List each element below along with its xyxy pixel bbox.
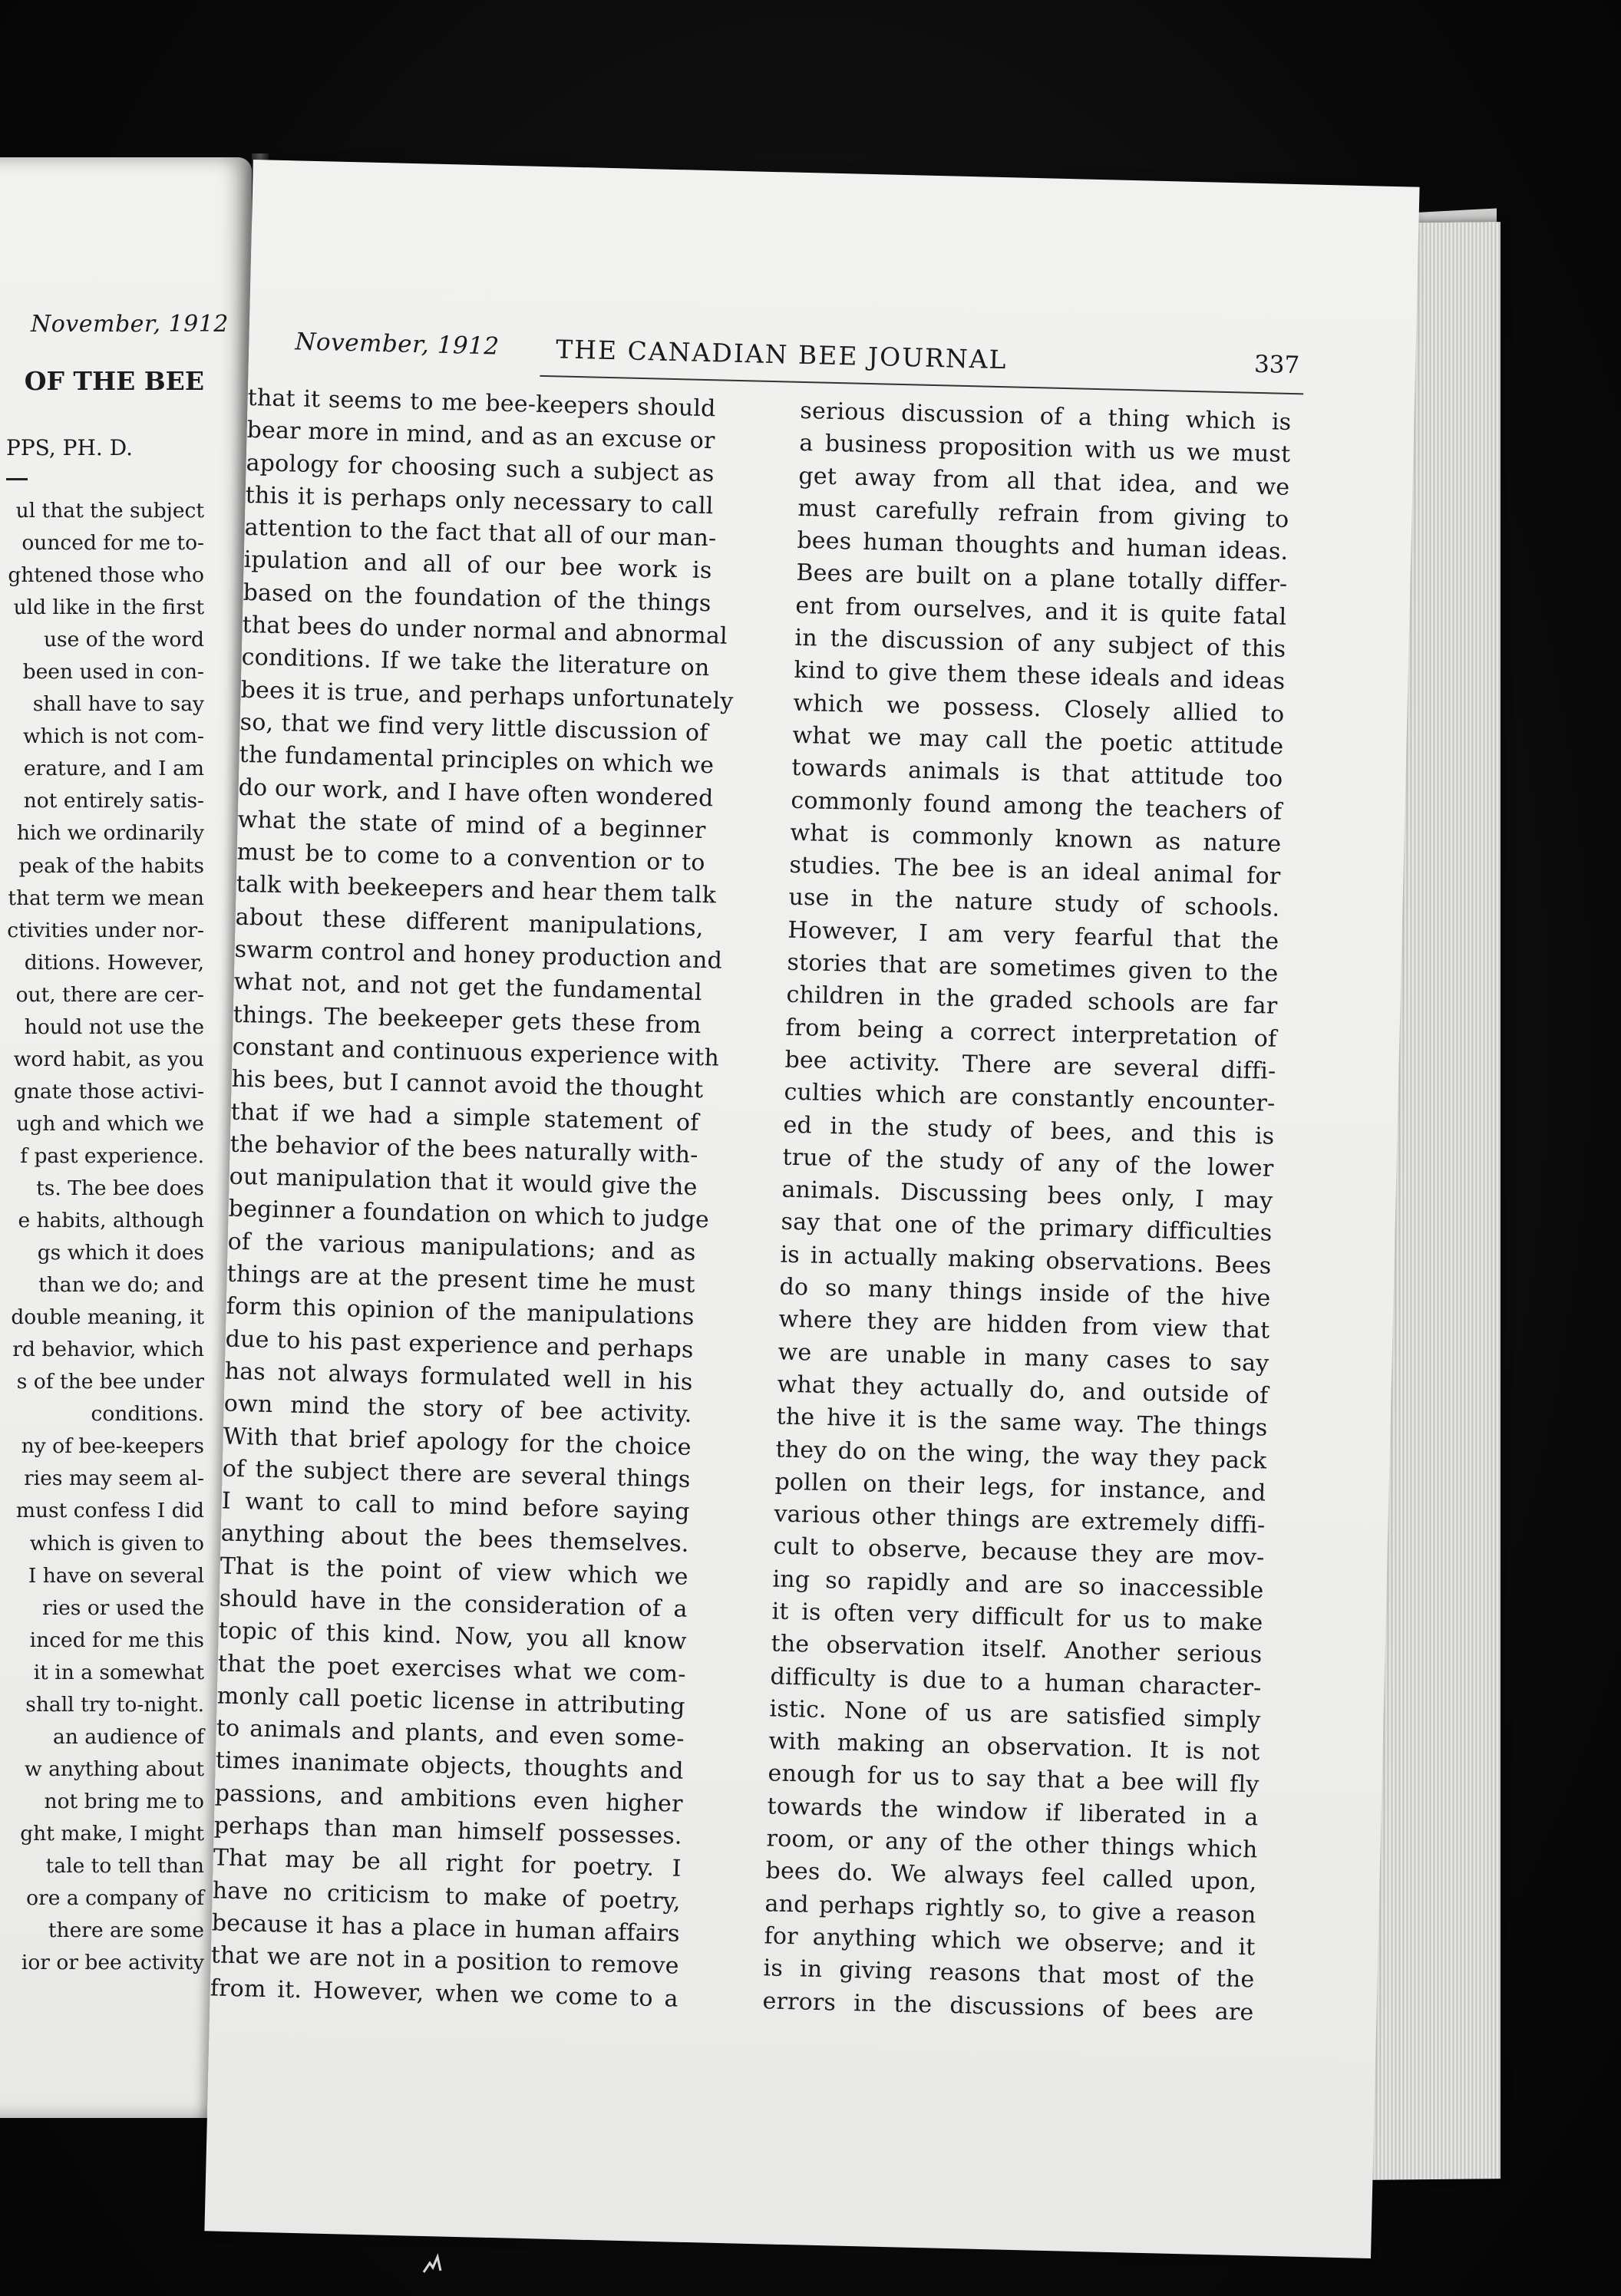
left-page-text-line: ghtened those who xyxy=(8,563,204,588)
left-page-text-line: hould not use the xyxy=(24,1014,204,1039)
left-page-article-title: OF THE BEE xyxy=(24,366,204,396)
left-page-header-date: November, 1912 xyxy=(31,311,229,338)
left-page-text-line: f past experience. xyxy=(20,1143,204,1168)
text-line: topic of this kind. Now, you all know xyxy=(218,1617,688,1656)
text-line: commonly found among the teachers of xyxy=(791,787,1283,826)
text-line: do our work, and I have often wondered xyxy=(238,774,714,812)
text-line: out manipulation that it would give the xyxy=(229,1163,698,1202)
text-line: That may be all right for poetry. I xyxy=(213,1844,682,1883)
left-page-text-line: ght make, I might xyxy=(20,1821,204,1846)
text-line: things. The beekeeper gets these from xyxy=(233,1001,702,1039)
text-line: pollen on their legs, for instance, and xyxy=(774,1468,1266,1507)
text-line: various other things are extremely diffi- xyxy=(774,1500,1266,1539)
left-page-text-line: inced for me this xyxy=(29,1628,204,1652)
text-line: is in actually making observations. Bees xyxy=(780,1241,1272,1280)
left-page-text-line: than we do; and xyxy=(38,1273,204,1298)
text-line: passions, and ambitions even higher xyxy=(214,1780,684,1818)
left-page-text-line: ugh and which we xyxy=(16,1111,204,1136)
left-page-column xyxy=(0,495,204,1979)
text-line: istic. None of us are satisfied simply xyxy=(769,1695,1261,1734)
text-line: own mind the story of bee activity. xyxy=(223,1390,693,1429)
left-page-text-line: ior or bee activity xyxy=(21,1951,204,1975)
text-line: children in the graded schools are far xyxy=(786,981,1278,1021)
left-page-text-line: ditions. However, xyxy=(24,950,204,975)
left-page-text-line: tale to tell than xyxy=(45,1853,204,1878)
text-line: because it has a place in human affairs xyxy=(211,1909,681,1948)
text-line: they do on the wing, the way they pack xyxy=(775,1436,1267,1475)
text-line: conditions. If we take the literature on xyxy=(241,644,710,682)
text-line: room, or any of the other things which xyxy=(766,1825,1258,1864)
left-page-rule xyxy=(6,478,28,480)
text-line: bees human thoughts and human ideas. xyxy=(797,527,1289,566)
text-line: cult to observe, because they are mov- xyxy=(773,1532,1265,1572)
text-line: to animals and plants, and even some- xyxy=(216,1714,685,1753)
left-page-text-line: uld like in the first xyxy=(13,595,204,620)
text-line: towards the window if liberated in a xyxy=(767,1793,1259,1832)
left-page-text-line: shall try to-night. xyxy=(25,1692,204,1717)
text-line: towards animals is that attitude too xyxy=(791,754,1283,793)
text-line: That is the point of view which we xyxy=(220,1552,689,1591)
text-line: bees it is true, and perhaps unfortunately xyxy=(240,676,734,715)
text-line: serious discussion of a thing which is xyxy=(800,397,1292,436)
text-line: should have in the consideration of a xyxy=(219,1585,688,1623)
text-line: difficulty is due to a human character- xyxy=(770,1663,1262,1702)
text-line: bee activity. There are several diffi- xyxy=(784,1046,1276,1085)
text-line: However, I am very fearful that the xyxy=(787,916,1279,955)
text-line: kind to give them these ideals and ideas xyxy=(794,657,1286,696)
running-header-date: November, 1912 xyxy=(294,328,500,361)
left-page-text-line: must confess I did xyxy=(15,1499,204,1523)
left-page-text-line: w anything about xyxy=(24,1757,204,1781)
text-line: from it. However, when we come to a xyxy=(210,1974,679,2013)
text-line: in the discussion of any subject of this xyxy=(794,624,1286,663)
text-line: attention to the fact that all of our man- xyxy=(244,514,717,553)
text-line: must be to come to a convention or to xyxy=(236,838,705,877)
text-line: so, that we find very little discussion of xyxy=(239,708,708,747)
text-line: things are at the present time he must xyxy=(226,1260,696,1298)
text-line: bees do. We always feel called upon, xyxy=(765,1857,1257,1896)
text-line: that bees do under normal and abnormal xyxy=(242,611,728,650)
left-page-text-line: ore a company of xyxy=(26,1886,204,1911)
left-page-text-line: ts. The bee does xyxy=(36,1176,204,1200)
running-header-journal-title: THE CANADIAN BEE JOURNAL xyxy=(555,334,1008,375)
left-page-text-line: which is not com- xyxy=(22,724,204,749)
text-line: due to his past experience and perhaps xyxy=(225,1325,695,1364)
text-line: about these different manipulations, xyxy=(235,903,704,942)
text-line: animals. Discussing bees only, I may xyxy=(781,1176,1273,1215)
text-line: we are unable in many cases to say xyxy=(777,1338,1269,1377)
right-page xyxy=(204,160,1419,2258)
left-page-author: PPS, PH. D. xyxy=(6,435,134,460)
left-page-text-line: rd behavior, which xyxy=(12,1338,204,1362)
text-line: form this opinion of the manipulations xyxy=(226,1292,695,1331)
text-line: that we are not in a position to remove xyxy=(210,1941,680,1980)
text-column-left xyxy=(210,382,734,2016)
left-page-text-line: an audience of xyxy=(52,1724,204,1749)
left-page-text-line: not bring me to xyxy=(44,1789,204,1813)
left-page-text-line: s of the bee under xyxy=(16,1370,204,1394)
left-page-text-line: conditions. xyxy=(91,1402,204,1427)
text-line: apology for choosing such a subject as xyxy=(246,449,715,487)
text-line: do so many things inside of the hive xyxy=(779,1273,1271,1312)
text-line: the hive it is the same way. The things xyxy=(776,1403,1268,1442)
left-page-text-line: gs which it does xyxy=(37,1241,204,1265)
text-line: what we may call the poetic attitude xyxy=(792,721,1284,760)
text-line: what is commonly known as nature xyxy=(790,819,1282,858)
text-line: I want to call to mind before saying xyxy=(221,1487,691,1526)
left-page-text-line: hich we ordinarily xyxy=(16,821,204,846)
left-page-text-line: e habits, although xyxy=(18,1209,204,1233)
left-page-text-line: gnate those activi- xyxy=(13,1079,204,1103)
text-line: With that brief apology for the choice xyxy=(223,1423,692,1461)
text-line: ing so rapidly and are so inaccessible xyxy=(772,1565,1264,1605)
text-line: has not always formulated well in his xyxy=(224,1357,694,1396)
left-page-text-line: I have on several xyxy=(28,1563,204,1588)
text-line: the fundamental principles on which we xyxy=(239,741,715,780)
text-line: the behavior of the bees naturally with- xyxy=(229,1130,699,1169)
text-line: swarm control and honey production and xyxy=(234,935,723,975)
text-line: constant and continuous experience with xyxy=(232,1033,720,1072)
text-line: monly call poetic license in attributing xyxy=(216,1682,686,1720)
text-line: which we possess. Closely allied to xyxy=(793,689,1285,728)
text-line: get away from all that idea, and we xyxy=(798,462,1290,501)
page-number: 337 xyxy=(1253,350,1300,380)
text-line: perhaps than man himself possesses. xyxy=(213,1812,683,1850)
text-line: errors in the discussions of bees are xyxy=(762,1987,1254,2026)
text-line: must carefully refrain from giving to xyxy=(797,494,1289,533)
text-line: what they actually do, and outside of xyxy=(777,1371,1269,1410)
text-line: true of the study of any of the lower xyxy=(782,1143,1274,1183)
text-line: of the subject there are several things xyxy=(222,1455,692,1493)
left-page-text-line: use of the word xyxy=(43,628,204,652)
text-line: with making an observation. It is not xyxy=(768,1727,1260,1767)
text-line: culties which are constantly encounter- xyxy=(784,1078,1276,1117)
text-line: ipulation and all of our bee work is xyxy=(243,546,712,585)
text-line: this it is perhaps only necessary to call xyxy=(245,481,714,520)
text-line: a business proposition with us we must xyxy=(799,430,1291,469)
text-line: use in the nature study of schools. xyxy=(788,884,1280,923)
left-page-text-line: double meaning, it xyxy=(11,1305,204,1330)
text-line: times inanimate objects, thoughts and xyxy=(215,1747,685,1786)
text-line: the observation itself. Another serious xyxy=(771,1630,1263,1669)
left-page-text-line: it in a somewhat xyxy=(33,1660,204,1684)
left-page-text-line: ries or used the xyxy=(41,1595,204,1620)
text-line: that if we had a simple statement of xyxy=(230,1098,700,1136)
text-line: where they are hidden from view that xyxy=(778,1305,1270,1344)
left-page-text-line: not entirely satis- xyxy=(23,789,204,813)
left-page-text-line: been used in con- xyxy=(22,660,204,685)
text-line: ent from ourselves, and it is quite fatal xyxy=(795,592,1287,631)
text-line: for anything which we observe; and it xyxy=(764,1922,1256,1961)
text-line: talk with beekeepers and hear them talk xyxy=(236,871,717,909)
text-line: is in giving reasons that most of the xyxy=(763,1955,1255,1994)
text-line: studies. The bee is an ideal animal for xyxy=(789,851,1281,890)
text-line: and perhaps rightly so, to give a reason xyxy=(764,1889,1256,1929)
text-line: his bees, but I cannot avoid the thought xyxy=(231,1065,704,1104)
left-page-text-line: word habit, as you xyxy=(13,1047,204,1071)
left-page-text-line: ounced for me to- xyxy=(21,531,204,556)
left-page-text-line: ries may seem al- xyxy=(24,1466,204,1491)
text-line: it is often very difficult for us to make xyxy=(771,1598,1263,1637)
text-line: say that one of the primary difficulties xyxy=(781,1209,1273,1248)
text-line: what not, and not get the fundamental xyxy=(233,968,702,1007)
left-page-text-line: which is given to xyxy=(29,1531,204,1555)
left-page-text-line: there are some xyxy=(48,1918,204,1943)
text-line: have no criticism to make of poetry, xyxy=(212,1877,682,1915)
left-page-text-line: that term we mean xyxy=(8,886,204,910)
text-line: ed in the study of bees, and this is xyxy=(783,1111,1275,1150)
text-column-right xyxy=(762,395,1292,2029)
text-line: beginner a foundation on which to judge xyxy=(228,1196,710,1234)
text-line: enough for us to say that a bee will fly xyxy=(768,1760,1259,1799)
left-page-text-line: ul that the subject xyxy=(15,499,204,523)
text-line: based on the foundation of the things xyxy=(243,579,711,617)
text-line: of the various manipulations; and as xyxy=(227,1228,697,1266)
text-line: that it seems to me bee-keepers should xyxy=(247,384,716,423)
left-page-text-line: erature, and I am xyxy=(23,757,204,781)
text-line: anything about the bees themselves. xyxy=(220,1519,690,1559)
left-page-text-line: ctivities under nor- xyxy=(7,918,204,942)
left-page-text-line: ny of bee-keepers xyxy=(21,1434,204,1459)
film-debris-mark xyxy=(421,2252,444,2275)
text-line: bear more in mind, and as an excuse or xyxy=(246,417,715,455)
text-line: Bees are built on a plane totally differ- xyxy=(796,559,1288,599)
left-page-text-line: out, there are cer- xyxy=(15,982,204,1007)
text-line: from being a correct interpretation of xyxy=(785,1014,1277,1053)
text-line: stories that are sometimes given to the xyxy=(787,948,1279,988)
text-line: that the poet exercises what we com- xyxy=(217,1650,687,1688)
left-page-text-line: shall have to say xyxy=(32,692,204,717)
text-line: what the state of mind of a beginner xyxy=(237,806,706,844)
left-page-text-line: peak of the habits xyxy=(18,853,204,878)
